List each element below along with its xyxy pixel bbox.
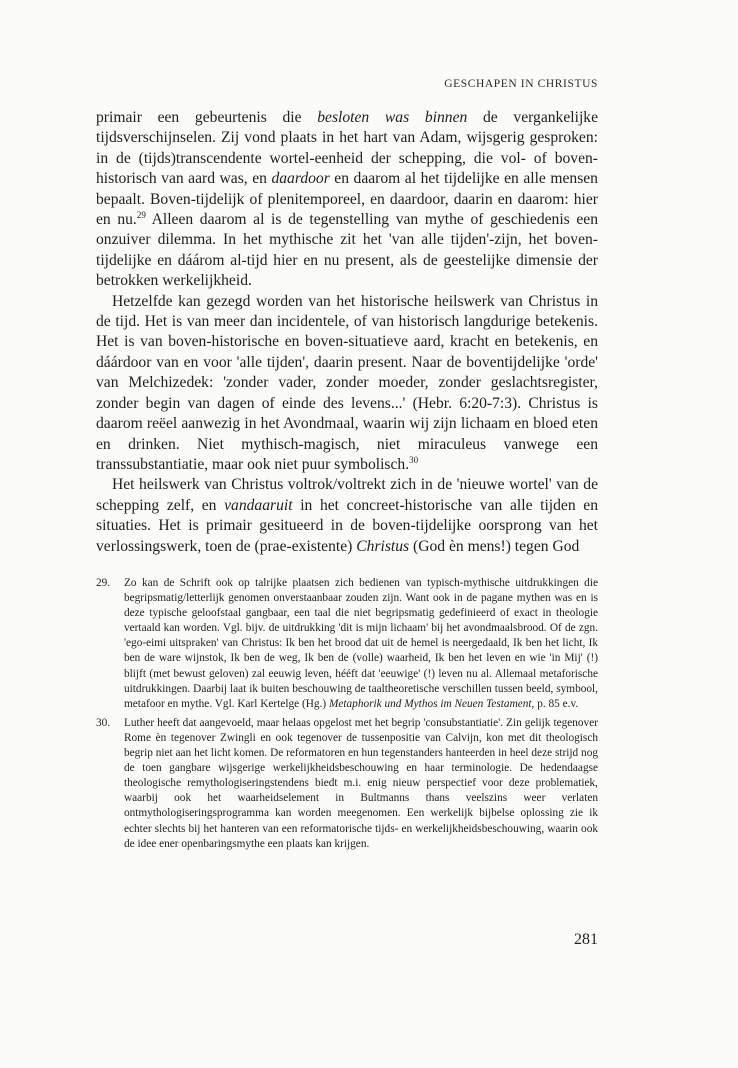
fn29-text-a: Zo kan de Schrift ook op talrijke plaatsen zich bedienen van typisch-mythische uitdrukkingen die begripsmatig/letterlijk genomen onverstaanbaar zouden zijn. Want ook in de pagane mythen was en is deze typische geloofstaal gangbaar, een taal die niet begripsmatig gedefinieerd of exact in theologie vertaald kan worden. Vgl. bijv. de uitdrukking 'dit is mijn lichaam' bij het avondmaalsbrood. Of de zgn. 'ego-eimi uitspraken' van Christus: Ik ben het brood dat uit de hemel is neergedaald, Ik ben het licht, Ik ben de ware wijnstok, Ik ben de weg, Ik ben de (volle) waarheid, Ik ben het leven en wie 'in Mij' (!) blijft (met bewust geloven) zal eeuwig leven, hééft dat 'eeuwige' (!) leven nu al. Allemaal metaforische uitdrukkingen. Daarbij laat ik buiten beschouwing de taaltheoretische verschillen tussen beeld, symbool, metafoor en mythe. Vgl. Karl Kertelge (Hg.) xyxy=(124,577,598,710)
p3-text-c: in het concreet-historische van alle tijden en situaties. Het is primair gesitueerd in de boven-tijdelijke oorsprong van het verlossingswerk, toen de (prae-existente) xyxy=(96,496,598,555)
p1-text-c: de vergankelijke tijdsverschijnselen. Zij vond plaats in het hart van Adam, wijsgerig gesproken: in de (tijds)transcendente wortel-eenheid der schepping, die vol- of boven-historisch van aard was, en xyxy=(96,109,598,188)
p1-text-f: Alleen daarom al is de tegenstelling van mythe of geschiedenis een onzuiver dilemma. In het mythische zit het 'van alle tijden'-zijn, het boven-tijdelijke en dáárom al-tijd hier en nu present, als de geestelijke dimensie der betrokken werkelijkheid. xyxy=(96,211,599,290)
p1-text-e: en daarom al het tijdelijke en alle mensen bepaalt. Boven-tijdelijk of plenitemporeel, en daardoor, daarin en daarom: hier en nu. xyxy=(96,170,598,229)
footnote-text: Luther heeft dat aangevoeld, maar helaas opgelost met het begrip 'consubstantiatie'. Zin gelijk tegenover Rome èn tegenover Zwingli en ook tegenover de tussenpositie van Calvijn, kon met dit theologisch begrip niet aan het licht komen. De reformatoren en hun tegenstanders hanteerden in heel deze strijd nog de toen gangbare wijsgerige werkelijkheidsbeschouwing en haar terminologie. De hedendaagse theologische remythologiseringstendens biedt m.i. enig nieuw perspectief voor deze problematiek, waarbij ook het waarheidselement in Bultmanns thans veelszins weer verlaten ontmythologiseringsprogramma kan worden meegenomen. Een werkelijk bijbelse oplossing zie ik echter slechts bij het hanteren van een reformatorische tijds- en werkelijkheidsbeschouwing, waarin ook de idee ener openbaringsmythe een plaats kan krijgen. xyxy=(124,716,598,850)
p1-text-a: primair een gebeurtenis die xyxy=(96,109,318,126)
p3-italic-vandaaruit: vandaaruit xyxy=(224,496,293,514)
footnotes xyxy=(96,576,598,856)
p3-text-e: (God èn mens!) tegen God xyxy=(409,537,580,555)
fn29-text-c: , p. 85 e.v. xyxy=(531,697,579,710)
footnote-ref-29[interactable]: 29 xyxy=(136,209,146,220)
main-text xyxy=(96,108,598,557)
p1-italic-daardoor: daardoor xyxy=(271,170,330,188)
footnote-number: 29. xyxy=(96,577,111,589)
paragraph-2 xyxy=(96,292,598,476)
p3-italic-christus: Christus xyxy=(356,537,410,555)
running-head: GESCHAPEN IN CHRISTUS xyxy=(444,78,598,90)
p1-italic-besloten: besloten was binnen xyxy=(317,109,468,126)
fn29-italic-title: Metaphorik und Mythos im Neuen Testament xyxy=(328,697,532,710)
p2-text-a: Hetzelfde kan gezegd worden van het historische heilswerk van Christus in de tijd. Het is van meer dan incidentele, of van historisch langdurige betekenis. Het is van boven-historische en boven-situatieve aard, kracht en betekenis, en dáárdoor van en voor 'alle tijden', daarin present. Naar de boventijdelijke 'orde' van Melchizedek: 'zonder vader, zonder moeder, zonder geslachtsregister, zonder begin van dagen of einde des levens...' (Hebr. 6:20-7:3). Christus is daarom reëel aanwezig in het Avondmaal, waarin wij zijn lichaam en bloed eten en drinken. Niet mythisch-magisch, niet miraculeus vanwege een transsubstantiatie, maar ook niet puur symbolisch. xyxy=(96,292,598,473)
footnote-number: 30. xyxy=(96,716,111,729)
footnote-29 xyxy=(96,576,598,712)
paragraph-1 xyxy=(96,108,598,292)
p3-text-a: Het heilswerk van Christus voltrok/voltrekt zich in de 'nieuwe wortel' van de schepping zelf, en xyxy=(96,476,598,514)
page-number: 281 xyxy=(574,931,598,948)
footnote-30 xyxy=(96,716,598,852)
paragraph-3 xyxy=(96,475,598,557)
footnote-ref-30[interactable]: 30 xyxy=(409,454,419,465)
footnote-text xyxy=(124,576,598,712)
